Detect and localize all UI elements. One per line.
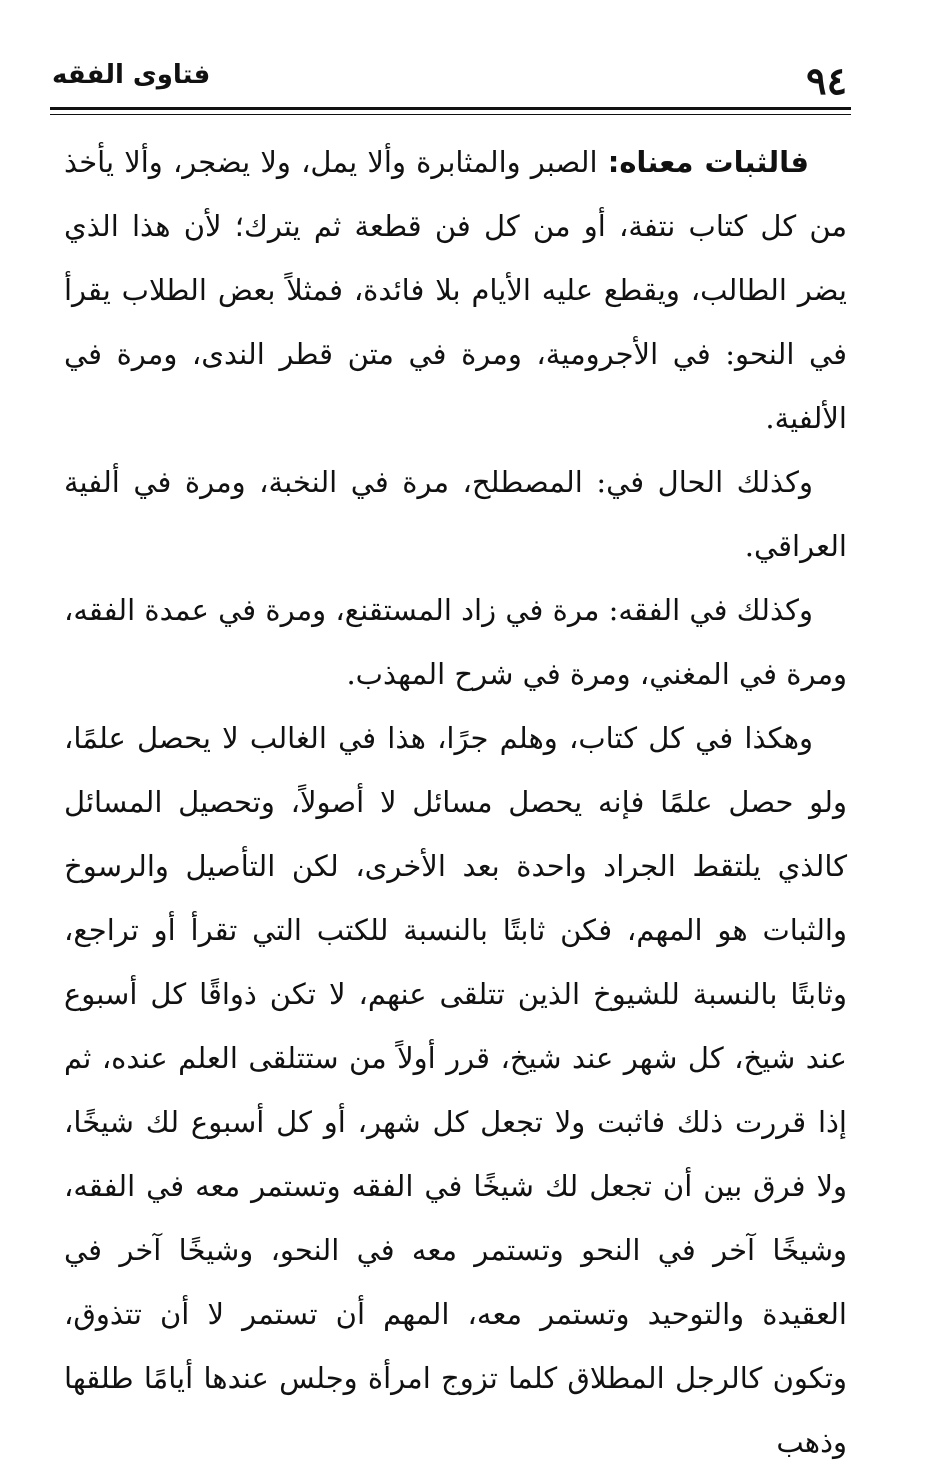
header-rule: [50, 107, 851, 110]
paragraph-2: وكذلك الحال في: المصطلح، مرة في النخبة، ومرة في ألفية العراقي.: [64, 465, 847, 563]
running-title: فتاوى الفقه: [52, 60, 211, 90]
paragraph-3: وكذلك في الفقه: مرة في زاد المستقنع، ومرة في عمدة الفقه، ومرة في المغني، ومرة في شرح المهذب.: [64, 593, 847, 691]
body-text: [64, 130, 847, 1474]
paragraph-text: الصبر والمثابرة وألا يمل، ولا يضجر، وألا يأخذ من كل كتاب نتفة، أو من كل فن قطعة ثم يترك؛ لأن هذا الذي يضر الطالب، ويقطع عليه الأيام بلا فائدة، فمثلاً بعض الطلاب يقرأ في النحو: في الأجرومية، ومرة في متن قطر الندى، ومرة في الألفية.: [64, 145, 847, 435]
paragraph-4: وهكذا في كل كتاب، وهلم جرًا، هذا في الغالب لا يحصل علمًا، ولو حصل علمًا فإنه يحصل مسائل لا أصولاً، وتحصيل المسائل كالذي يلتقط الجراد واحدة بعد الأخرى، لكن التأصيل والرسوخ والثبات هو المهم، فكن ثابتًا بالنسبة للكتب التي تقرأ أو تراجع، وثابتًا بالنسبة للشيوخ الذين تتلقى عنهم، لا تكن ذواقًا كل أسبوع عند شيخ، كل شهر عند شيخ، قرر أولاً من ستتلقى العلم عنده، ثم إذا قررت ذلك فاثبت ولا تجعل كل شهر، أو كل أسبوع لك شيخًا، ولا فرق بين أن تجعل لك شيخًا في الفقه وتستمر معه في الفقه، وشيخًا آخر في النحو وتستمر معه في النحو، وشيخًا آخر في العقيدة والتوحيد وتستمر معه، المهم أن تستمر لا أن تتذوق، وتكون كالرجل المطلاق كلما تزوج امرأة وجلس عندها أيامًا طلقها وذهب: [64, 721, 847, 1459]
page-number: ٩٤: [806, 58, 847, 103]
header-rule-thin: [50, 114, 851, 115]
paragraph-lead: فالثبات معناه:: [607, 145, 809, 179]
paragraph-1: [64, 130, 847, 450]
